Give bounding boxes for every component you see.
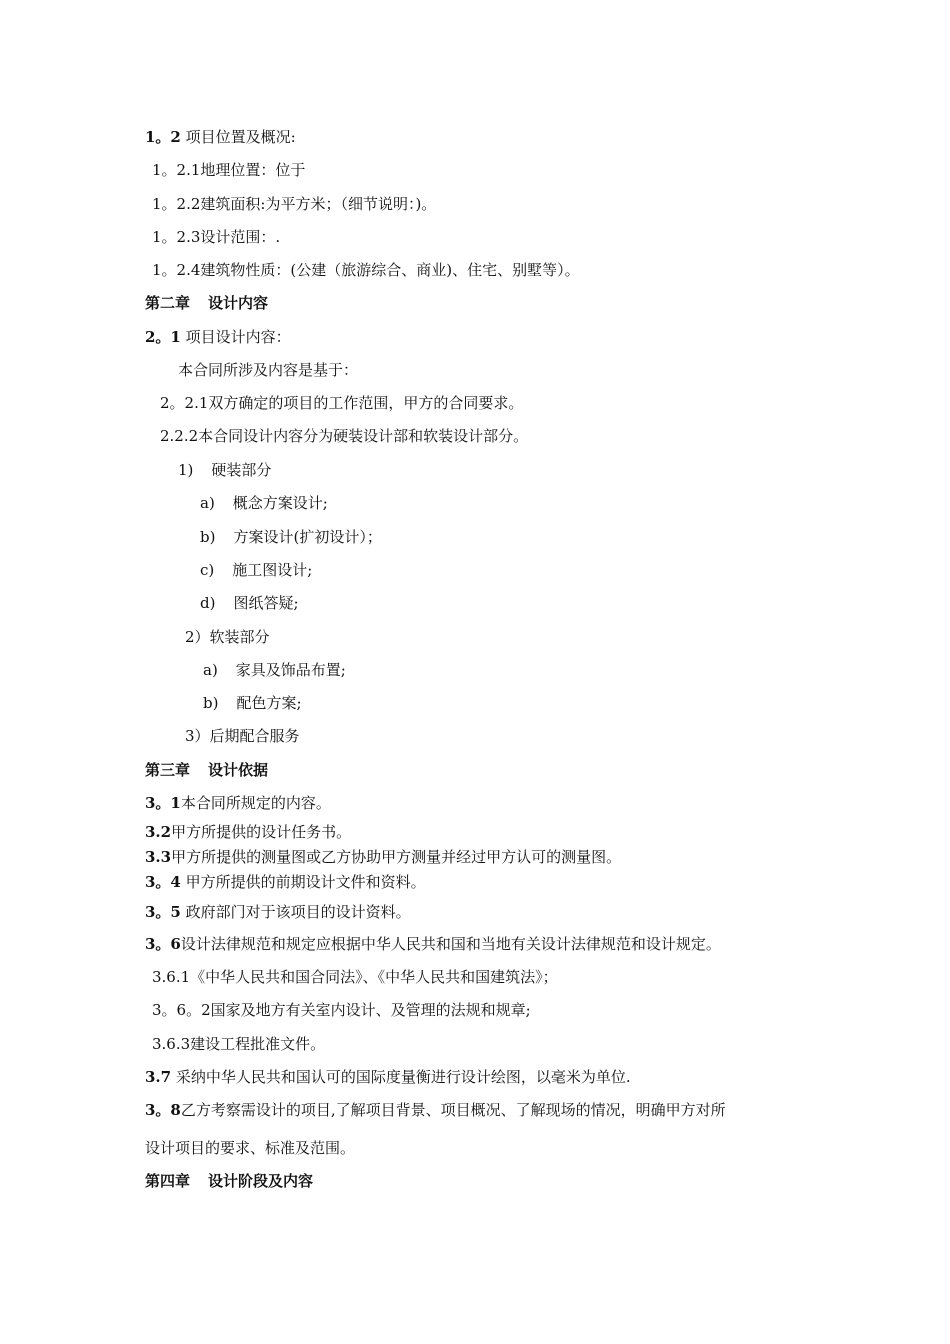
list-text: 配色方案; bbox=[236, 694, 302, 712]
subsection-line: 1。2.4建筑物性质：(公建（旅游综合、商业)、住宅、别墅等）。 bbox=[152, 261, 580, 279]
list-item bbox=[203, 660, 346, 680]
section-heading bbox=[145, 327, 291, 347]
list-item bbox=[200, 560, 312, 580]
list-marker: 1) bbox=[178, 461, 194, 479]
chapter-heading bbox=[145, 293, 268, 313]
chapter-heading bbox=[145, 1171, 313, 1191]
section-number: 1。2 bbox=[145, 128, 181, 146]
section-text: 本合同所规定的内容。 bbox=[180, 794, 331, 812]
section-text: 项目设计内容： bbox=[180, 328, 291, 346]
section-text: 项目位置及概况: bbox=[180, 128, 296, 146]
subsection-line: 2.2.2本合同设计内容分为硬装设计部和软装设计部分。 bbox=[160, 427, 529, 445]
section-number: 3.3 bbox=[145, 848, 172, 866]
list-text: 施工图设计; bbox=[232, 561, 313, 579]
chapter-title: 设计内容 bbox=[208, 294, 269, 312]
list-marker: b) bbox=[200, 528, 216, 546]
section-number: 3。4 bbox=[145, 873, 181, 891]
list-text: 硬装部分 bbox=[211, 461, 272, 479]
subsection-line: 1。2.2建筑面积:为平方米；（细节说明：)。 bbox=[152, 195, 437, 213]
subsection-line: 1。2.3设计范围：. bbox=[152, 228, 281, 246]
chapter-heading bbox=[145, 760, 268, 780]
chapter-number: 第三章 bbox=[145, 761, 191, 779]
section-number: 3.7 bbox=[145, 1068, 172, 1086]
section-line bbox=[145, 1100, 726, 1120]
subsection-line: 1。2.1地理位置：位于 bbox=[152, 161, 306, 179]
list-marker: b) bbox=[203, 694, 219, 712]
section-number: 3。1 bbox=[145, 794, 181, 812]
section-line bbox=[145, 793, 331, 813]
subsection-line: 3.6.1《中华人民共和国合同法》、《中华人民共和国建筑法》； bbox=[152, 968, 558, 986]
list-item: 2）软装部分 bbox=[185, 628, 270, 646]
section-number: 2。1 bbox=[145, 328, 181, 346]
chapter-number: 第四章 bbox=[145, 1172, 191, 1190]
section-number: 3。8 bbox=[145, 1101, 181, 1119]
list-text: 家具及饰品布置; bbox=[235, 661, 346, 679]
section-line bbox=[145, 902, 411, 922]
subsection-line: 3.6.3建设工程批准文件。 bbox=[152, 1035, 326, 1053]
paragraph-continuation: 设计项目的要求、标准及范围。 bbox=[145, 1139, 356, 1157]
section-line bbox=[145, 847, 621, 867]
section-text: 采纳中华人民共和国认可的国际度量衡进行设计绘图，以毫米为单位. bbox=[171, 1068, 631, 1086]
list-item bbox=[200, 493, 328, 513]
section-text: 甲方所提供的前期设计文件和资料。 bbox=[180, 873, 426, 891]
list-marker: a) bbox=[203, 661, 218, 679]
list-marker: a) bbox=[200, 494, 215, 512]
list-item bbox=[200, 527, 382, 547]
list-marker: c) bbox=[200, 561, 215, 579]
section-line bbox=[145, 934, 721, 954]
section-text: 政府部门对于该项目的设计资料。 bbox=[180, 903, 411, 921]
list-text: 方案设计(扩初设计）； bbox=[233, 528, 382, 546]
chapter-title: 设计依据 bbox=[208, 761, 269, 779]
section-number: 3。6 bbox=[145, 935, 181, 953]
section-text: 甲方所提供的测量图或乙方协助甲方测量并经过甲方认可的测量图。 bbox=[171, 848, 622, 866]
subsection-line: 2。2.1双方确定的项目的工作范围，甲方的合同要求。 bbox=[160, 394, 524, 412]
section-line bbox=[145, 872, 426, 892]
section-number: 3。5 bbox=[145, 903, 181, 921]
list-item bbox=[203, 693, 302, 713]
chapter-title: 设计阶段及内容 bbox=[208, 1172, 314, 1190]
chapter-number: 第二章 bbox=[145, 294, 191, 312]
list-text: 图纸答疑; bbox=[233, 594, 299, 612]
section-text: 设计法律规范和规定应根据中华人民共和国和当地有关设计法律规范和设计规定。 bbox=[180, 935, 721, 953]
section-number: 3.2 bbox=[145, 823, 172, 841]
list-item bbox=[200, 593, 299, 613]
section-text: 甲方所提供的设计任务书。 bbox=[171, 823, 352, 841]
list-text: 概念方案设计; bbox=[232, 494, 328, 512]
list-item: 3）后期配合服务 bbox=[185, 727, 300, 745]
list-item bbox=[178, 460, 271, 480]
section-text: 乙方考察需设计的项目,了解项目背景、项目概况、了解现场的情况，明确甲方对所 bbox=[180, 1101, 726, 1119]
section-line bbox=[145, 822, 351, 842]
subsection-line: 3。6。2国家及地方有关室内设计、及管理的法规和规章; bbox=[152, 1001, 531, 1019]
list-marker: d) bbox=[200, 594, 216, 612]
paragraph-line: 本合同所涉及内容是基于： bbox=[178, 361, 359, 379]
section-heading bbox=[145, 127, 296, 147]
section-line bbox=[145, 1067, 631, 1087]
